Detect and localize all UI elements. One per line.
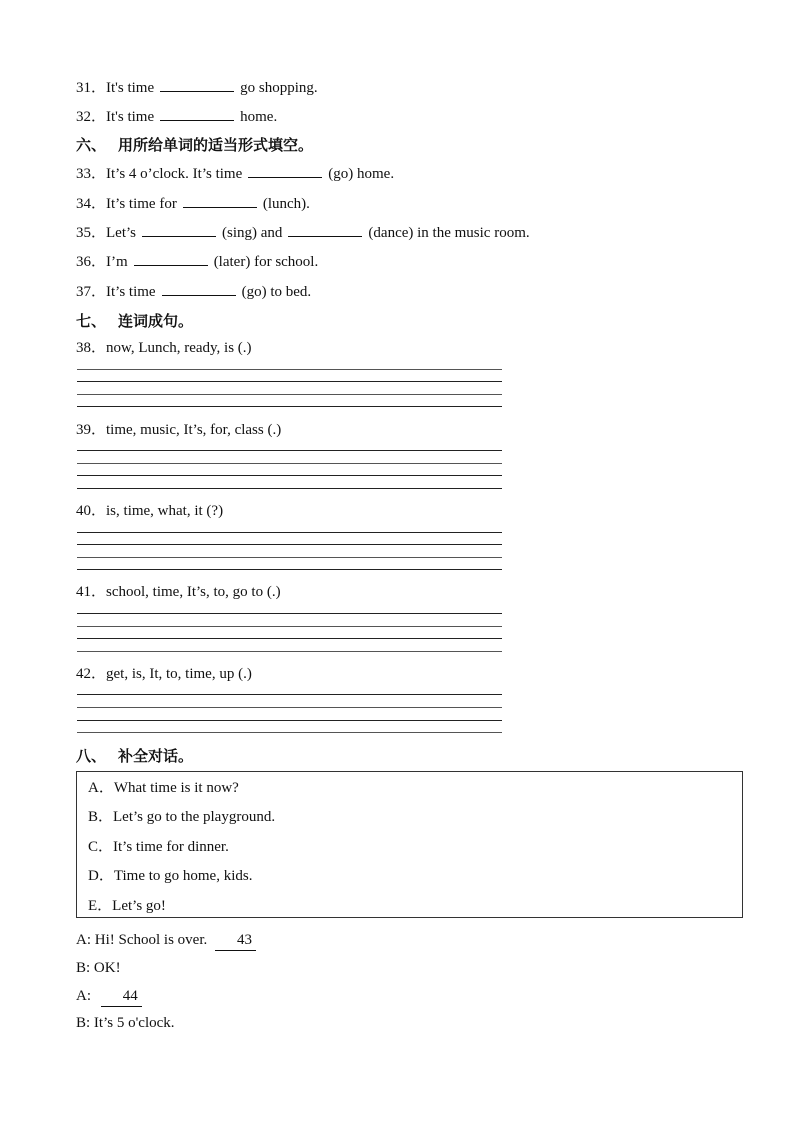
writing-line[interactable] (77, 694, 502, 695)
question-number: 38． (76, 340, 107, 356)
option-c (88, 837, 229, 857)
answer-blank-44[interactable]: 44 (101, 986, 142, 1007)
section-label: 七、 (76, 312, 107, 330)
section-title: 补全对话。 (118, 747, 194, 765)
question-38 (76, 338, 252, 358)
question-text: (later) for school. (213, 254, 319, 270)
option-e (88, 896, 166, 916)
option-letter: E． (88, 898, 113, 914)
dialogue-text: B: It’s 5 o'clock. (76, 1015, 175, 1031)
answer-blank[interactable] (288, 222, 362, 237)
question-number: 42． (76, 666, 107, 682)
question-number: 31． (76, 80, 107, 96)
option-letter: A． (88, 780, 114, 796)
answer-blank[interactable] (160, 106, 234, 121)
writing-line[interactable] (77, 394, 502, 395)
writing-line[interactable] (77, 381, 502, 382)
question-34 (76, 193, 310, 214)
dialogue-line-3 (76, 986, 142, 1007)
writing-line[interactable] (77, 569, 502, 570)
option-letter: D． (88, 868, 114, 884)
option-d (88, 866, 252, 886)
question-text: (sing) and (222, 225, 283, 241)
option-b (88, 807, 275, 827)
question-number: 34． (76, 196, 107, 212)
answer-blank[interactable] (162, 281, 236, 296)
question-text: (go) home. (328, 166, 395, 182)
question-number: 33． (76, 166, 107, 182)
section-7-heading (76, 311, 193, 331)
dialogue-text: B: OK! (76, 960, 121, 976)
writing-line[interactable] (77, 638, 502, 639)
question-31 (76, 77, 318, 98)
question-37 (76, 281, 311, 302)
dialogue-line-1 (76, 930, 256, 951)
writing-line[interactable] (77, 720, 502, 721)
writing-line[interactable] (77, 626, 502, 627)
question-41 (76, 582, 281, 602)
option-text: What time is it now? (113, 780, 239, 796)
question-text: (go) to bed. (241, 284, 312, 300)
option-a (88, 778, 239, 798)
question-text: It's time (106, 109, 155, 125)
answer-blank[interactable] (134, 251, 208, 266)
option-text: Let’s go to the playground. (113, 809, 276, 825)
writing-line[interactable] (77, 732, 502, 733)
option-text: Let’s go! (112, 898, 166, 914)
options-box (76, 771, 743, 918)
answer-blank-43[interactable]: 43 (215, 930, 256, 951)
writing-line[interactable] (77, 544, 502, 545)
answer-blank[interactable] (160, 77, 234, 92)
section-label: 六、 (76, 136, 107, 154)
answer-blank[interactable] (248, 163, 322, 178)
word-list: get, is, It, to, time, up (.) (106, 666, 252, 682)
section-title: 连词成句。 (118, 312, 194, 330)
question-40 (76, 501, 223, 521)
question-text: (lunch). (262, 196, 310, 212)
writing-line[interactable] (77, 707, 502, 708)
question-text: It's time (106, 80, 155, 96)
section-6-heading (76, 135, 313, 155)
section-title: 用所给单词的适当形式填空。 (118, 136, 314, 154)
question-text: It’s time for (106, 196, 177, 212)
writing-line[interactable] (77, 463, 502, 464)
section-8-heading (76, 746, 193, 766)
question-33 (76, 163, 394, 184)
writing-line[interactable] (77, 557, 502, 558)
writing-line[interactable] (77, 369, 502, 370)
answer-blank[interactable] (183, 193, 257, 208)
section-label: 八、 (76, 747, 107, 765)
question-number: 39． (76, 422, 107, 438)
writing-line[interactable] (77, 450, 502, 451)
option-text: It’s time for dinner. (113, 839, 229, 855)
question-number: 35． (76, 225, 107, 241)
question-text: It’s 4 o’clock. It’s time (106, 166, 243, 182)
writing-line[interactable] (77, 406, 502, 407)
question-number: 41． (76, 584, 107, 600)
word-list: is, time, what, it (?) (106, 503, 224, 519)
question-text: go shopping. (240, 80, 318, 96)
option-letter: C． (88, 839, 114, 855)
question-number: 40． (76, 503, 107, 519)
writing-line[interactable] (77, 613, 502, 614)
dialogue-line-2 (76, 958, 121, 978)
option-text: Time to go home, kids. (113, 868, 253, 884)
dialogue-text: A: (76, 988, 91, 1004)
question-39 (76, 420, 281, 440)
question-42 (76, 664, 252, 684)
word-list: time, music, It’s, for, class (.) (106, 422, 282, 438)
writing-line[interactable] (77, 488, 502, 489)
answer-blank[interactable] (142, 222, 216, 237)
writing-line[interactable] (77, 532, 502, 533)
question-text: It’s time (106, 284, 156, 300)
option-letter: B． (88, 809, 114, 825)
question-text: I’m (106, 254, 128, 270)
question-36 (76, 251, 318, 272)
writing-line[interactable] (77, 651, 502, 652)
question-35 (76, 222, 530, 243)
question-text: home. (240, 109, 278, 125)
question-number: 37． (76, 284, 107, 300)
question-text: Let’s (106, 225, 137, 241)
dialogue-text: A: Hi! School is over. (76, 932, 208, 948)
word-list: school, time, It’s, to, go to (.) (106, 584, 281, 600)
dialogue-line-4 (76, 1013, 175, 1033)
question-32 (76, 106, 277, 127)
writing-line[interactable] (77, 475, 502, 476)
question-number: 36． (76, 254, 107, 270)
question-number: 32． (76, 109, 107, 125)
word-list: now, Lunch, ready, is (.) (106, 340, 252, 356)
question-text: (dance) in the music room. (368, 225, 530, 241)
